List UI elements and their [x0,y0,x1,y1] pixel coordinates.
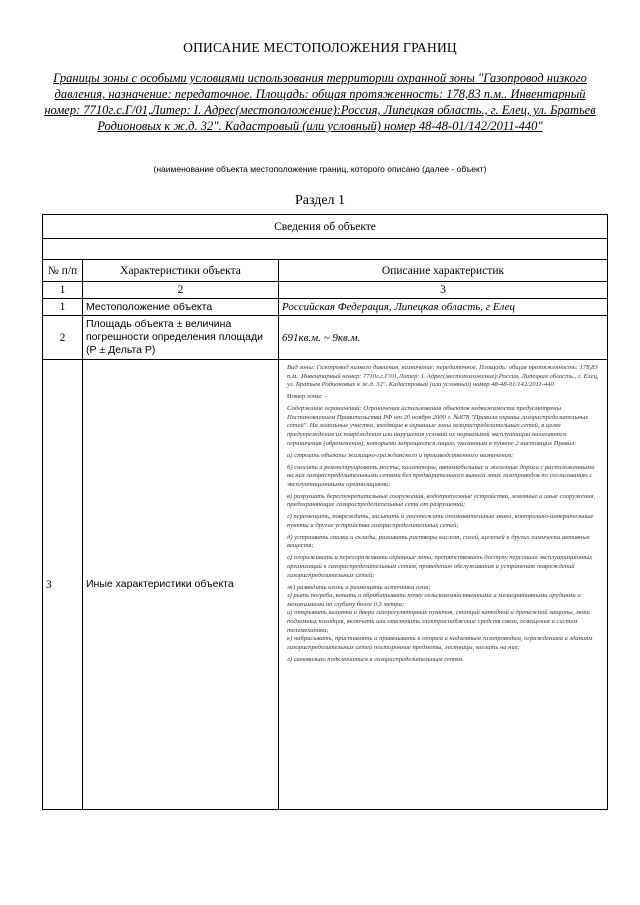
row-name: Иные характеристики объекта [83,360,279,810]
characteristic-paragraph: Содержание ограничений: Ограничения использования объектов недвижимости предусмотрены Постановлением Правительства РФ от 20 ноября 2000 г. №878 "Правила охраны газораспределительных сетей". На земельные участки, входящие в охранные зоны газораспределительных сетей, в целях предупреждения их повреждения или нарушения условий их нормальной эксплуатации налагаются ограничения (обременения), которыми запрещается лицам, указанным в пункте 2 настоящих Правил: [287,405,589,447]
row-value: 691кв.м. ~ 9кв.м. [279,316,608,360]
object-info-table [42,214,608,810]
characteristic-paragraph: Вид зоны: Газопровод низкого давления, назначение: передаточное. Площадь: общая протяженность: 178,83 п.м.. Инвентарный номер: 7710г.с.Г/01,Литер: I. Адрес(местоположение):Россия, Липецкая область., г. Елец, ул. Братьев Родионовых к ж.д. 32". Кадастровый (или условный) номер 48-48-01/142/2011-440 [287,364,599,389]
document-title: ОПИСАНИЕ МЕСТОПОЛОЖЕНИЯ ГРАНИЦ [183,40,457,55]
section-heading: Раздел 1 [294,193,346,208]
row-name: Местоположение объекта [83,299,279,316]
table-spacer-row [43,239,608,260]
row-num: 1 [43,299,83,316]
header-num: № п/п [43,260,83,282]
characteristic-paragraph: б) сносить и реконструировать мосты, коллекторы, автомобильные и железные дороги с расположенными на них газораспределительными сетями без предварительного выноса этих газопроводов по согласованию с эксплуатационными организациями; [287,463,595,488]
characteristic-paragraph: а) строить объекты жилищно-гражданского и производственного назначения; [287,451,514,459]
row-name: Площадь объекта ± величина погрешности определения площади (Р ± Дельта Р) [83,316,279,360]
characteristic-paragraph: г) перемещать, повреждать, засыпать и уничтожать опознавательные знаки, контрольно-измерительные пункты и другие устройства газораспределительных сетей; [287,513,594,529]
table-row [43,316,608,360]
characteristic-paragraph: Номер зоны: - [287,393,327,401]
object-caption: (наименование объекта местоположение границ, которого описано (далее - объект) [153,164,487,174]
index-cell: 2 [83,282,279,299]
row-num: 3 [43,360,83,810]
index-cell: 3 [279,282,608,299]
row-num: 2 [43,316,83,360]
characteristic-paragraph: е) огораживать и перегораживать охранные зоны, препятствовать доступу персонала эксплуатационных организаций к газораспределительным сетям, проведению обслуживания и устранению повреждений газораспределительных сетей; [287,554,593,579]
characteristic-paragraph: д) устраивать свалки и склады, разливать растворы кислот, солей, щелочей и других химически активных веществ; [287,533,590,550]
table-row [43,360,608,810]
characteristic-paragraph: л) самовольно подключаться к газораспределительным сетям. [287,655,464,663]
header-characteristics: Характеристики объекта [83,260,279,282]
other-characteristics [279,360,608,810]
table-row [43,299,608,316]
row-value: Российская Федерация, Липецкая область, г Елец [279,299,608,316]
characteristic-paragraph: в) разрушать берегоукрепительные сооружения, водопропускные устройства, земляные и иные сооружения, предохраняющие газораспределительные сети от разрушений; [287,492,596,509]
header-description: Описание характеристик [279,260,608,282]
index-cell: 1 [43,282,83,299]
characteristic-paragraph: ж) разводить огонь и размещать источники огня; з) рыть погреба, копать и обрабатывать почву сельскохозяйственными и мелиоративными орудиями и механизмами на глубину более 0,3 метра; и) открывать калитки и двери газорегуляторных пунктов, станций катодной и дренажной защиты, люки подземных колодцев, включать или отключать электроснабжение средств связи, освещения и систем телемеханики; к) набрасывать, приставлять и привязывать к опорам и надземным газопроводам, ограждениям и зданиям газораспределительных сетей посторонние предметы, лестницы, влезать на них; [287,583,593,651]
table-title: Сведения об объекте [43,215,608,239]
zone-description: Границы зоны с особыми условиями использования территории охранной зоны "Газопровод низкого давления, назначение: передаточное. Площадь: общая протяженность: 178,83 п.м.. Инвентарный номер: 7710г.с.Г/01,Литер: I. Адрес(местоположение):Россия, Липецкая область., г. Елец, ул. Братьев Родионовых к ж.д. 32". Кадастровый (или условный) номер 48-48-01/142/2011-440" [44,71,596,133]
